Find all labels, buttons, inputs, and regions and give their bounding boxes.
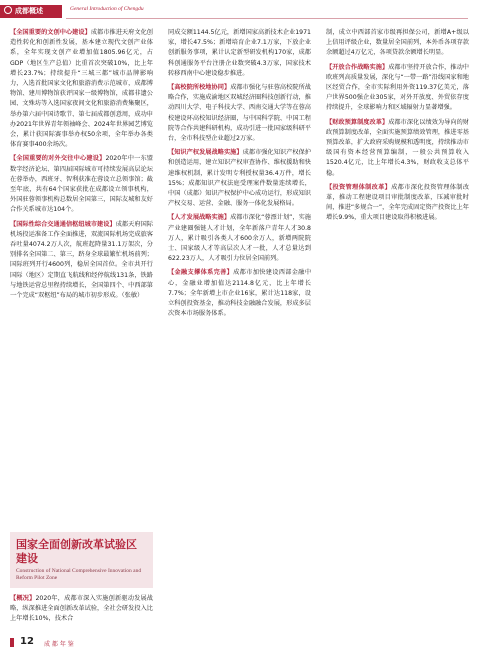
footer-accent-bar xyxy=(10,638,14,647)
paragraph-heading: 【概况】 xyxy=(10,595,36,602)
paragraph-heading: 【国际性综合交通通信枢纽城市建设】 xyxy=(10,220,116,228)
column-middle xyxy=(168,28,311,608)
paragraph-heading: 【知识产权发展战略实施】 xyxy=(168,149,243,157)
section-banner xyxy=(10,532,153,588)
column-left-bottom xyxy=(10,594,153,625)
column-left xyxy=(10,28,153,558)
paragraph-heading: 【全国重要的文创中心建设】 xyxy=(10,29,91,36)
paragraph-heading: 【财政预算制度改革】 xyxy=(326,118,389,126)
header-rule xyxy=(66,18,468,19)
paragraph-heading: 【人才发展战略实施】 xyxy=(168,214,231,222)
paragraph: 【概况】2020年，成都市深入实施创新驱动发展战略，纵深推进全面创新改革试验，全社会研发投入比上年增长10%，技术合 xyxy=(10,595,153,623)
paragraph-heading: 【开放合作战略实施】 xyxy=(326,63,389,71)
publication-name: 成 都 年 鉴 xyxy=(44,641,74,648)
page-number: 12 xyxy=(20,636,34,647)
banner-title: 国家全面创新改革试验区 xyxy=(16,538,137,551)
paragraph: 【投资管理体制改革】成都市深化投资管理体制改革，推动工程建设项目审批制度改革，压减审批时间，推进“多规合一”，全年完成固定资产投资比上年增长9.9%，重大项目建设取得积极进展。 xyxy=(326,183,469,222)
paragraph-heading: 【投资管理体制改革】 xyxy=(326,183,392,191)
column-right xyxy=(326,28,469,608)
page-footer xyxy=(0,634,480,651)
paragraph: 【开放合作战略实施】成都市坚持开放合作，推动中欧班列高质量发展，深化与“一带一路”沿线国家和地区经贸合作，全市实际利用外资119.37亿美元，落户世界500强企业305家，对外开放度、外贸依存度持续提升，全球影响力和区域辐射力显著增强。 xyxy=(326,63,469,112)
paragraph-heading: 【全国重要的对外交往中心建设】 xyxy=(10,155,106,163)
section-mark-icon xyxy=(4,6,12,14)
banner-english-subtitle: Construction of National Comprehensive Innovation and Reform Pilot Zone xyxy=(16,568,142,581)
page-header xyxy=(0,0,480,24)
english-section-title: General Introduction of Chengdu xyxy=(70,6,144,12)
paragraph-heading: 【高校院所校地协同】 xyxy=(168,84,231,92)
paragraph: 【人才发展战略实施】成都市深化“蓉漂计划”，实施产业建圈强链人才计划，全年新落户青年人才30.8万人，累计吸引各类人才600余万人，新增两院院士、国家级人才等高层次人才一批，人才总量达到622.23万人，人才吸引力位居全国前列。 xyxy=(168,214,311,263)
paragraph: 【国际性综合交通通信枢纽城市建设】成都天府国际机场投运准备工作全面推进，双流国际机场完成旅客吞吐量4074.2万人次，航班起降量31.1万架次，分别排名全国第二、第三，跻身全球最繁忙机场前列；国际班列开行4600列，稳居全国首位。全市共开行国际（地区）定期直飞航线和经停航线131条，铁路与地铁运营总里程持续增长，全国第四个、中西部第一个完成“双枢纽”布局的城市初步形成。（张敏） xyxy=(10,220,153,300)
paragraph-heading: 【金融支撑体系完善】 xyxy=(168,269,234,277)
paragraph: 【财政预算制度改革】成都市深化以绩效为导向的财政预算制度改革，全面实施预算绩效管理，推进零基预算改革，扩大政府采购规模和透明度，持续推动市级国有资本经营预算编制，一般公共预算收入1520.4亿元，比上年增长4.3%，财政收支总体平稳。 xyxy=(326,118,469,177)
paragraph: 【全国重要的对外交往中心建设】2020年中一东盟数字经济论坛、第四届国际城市可持续发展高层论坛在蓉举办，西班牙、智利获准在蓉设立总领事馆；截至年底，共有64个国家获批在成都设立领事机构，外国驻蓉领事机构总数居全国第三，国际友城和友好合作关系城市达104个。 xyxy=(10,155,153,214)
section-tag: 成都概述 xyxy=(0,5,62,18)
paragraph: 【全国重要的文创中心建设】成都市推进天府文化创造性转化和创新性发展，基本建立现代文创产业体系，全年实现文创产业增加值1805.96亿元，占GDP（地区生产总值）比重首次突破10%，比上年增长23.7%；持续提升“三城三都”城市品牌影响力，入选首批国家文化和旅游消费示范城市，成都博物馆、建川博物馆获评国家一级博物馆，成都非遗公园、文殊坊等入选国家夜间文化和旅游消费集聚区，举办第六届中国诗歌节、第七届成都创意周，成功申办2021年世界青年领袖峰会、2024年世界园艺博览会，累计获国际赛事举办权50余项，全年举办各类体育赛事400余场次。 xyxy=(10,29,153,149)
paragraph: 同成交额1144.5亿元，新增国家高新技术企业1971家，增长47.5%；新增培育企业7.1万家，下放企业创新服务事项，累计认定新型研发机构170家，成都科创通服务平台注册企业数突破4.3万家，国家技术转移西南中心建设稳步推进。 xyxy=(168,29,311,77)
banner-title-line2: 建设 xyxy=(16,552,38,565)
paragraph: 制，成立中西部首家市级再担保公司，新增A+级以上信用评级企业，数量居全国前列，本外币各项存款余额超过4万亿元，各项贷款余额增长明显。 xyxy=(326,29,469,57)
paragraph: 【知识产权发展战略实施】成都市强化知识产权保护和创造运用，建立知识产权审查协作、维权援助和快速维权机制，累计发明专利授权量36.4万件，增长15%；成都知识产权法庭受理案件数量连续增长，中国（成都）知识产权保护中心成功运行，形成知识产权交易、运营、金融、服务一体化发展格局。 xyxy=(168,149,311,208)
paragraph: 【高校院所校地协同】成都市强化与驻蓉高校院所战略合作，实施成渝地区双城经济圈科技创新行动，推动四川大学、电子科技大学、西南交通大学等在蓉高校建设环高校知识经济圈，与中国科学院、中国工程院等合作共建科研机构，成功引进一批国家级科研平台，全市科技型企业超过2万家。 xyxy=(168,84,311,143)
paragraph: 【金融支撑体系完善】成都市加快建设西部金融中心，金融业增加值达2114.8亿元，比上年增长7.7%；全年新增上市企业16家，累计达118家，设立科创投资基金，推动科技金融融合发展，形成多层次资本市场服务体系。 xyxy=(168,269,311,318)
